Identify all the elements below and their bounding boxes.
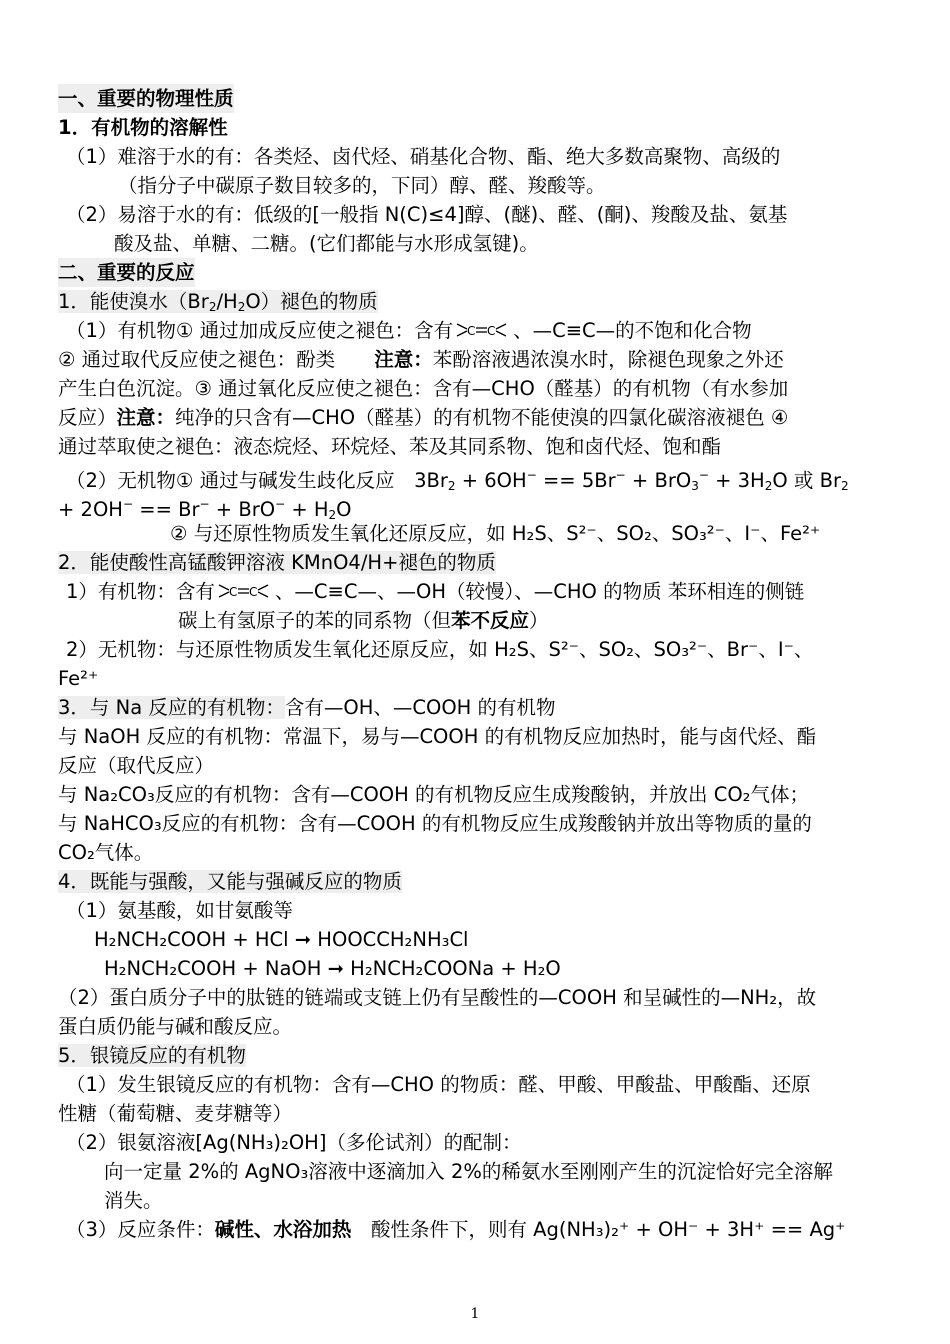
item5-line5: 消失。 [104,1189,163,1212]
item1-line2: ② 通过取代反应使之褪色：酚类 注意：苯酚溶液遇浓溴水时，除褪色现象之外还 [58,348,784,371]
sub1-heading: 1．有机物的溶解性 [58,116,228,139]
solubility-p1-line2: （指分子中碳原子数目较多的，下同）醇、醛、羧酸等。 [118,174,606,197]
document-page [58,84,898,1244]
item2-line4: Fe²⁺ [58,667,99,690]
solubility-p2-line2: 酸及盐、单糖、二糖。(它们都能与水形成氢键)。 [114,232,539,255]
page-number: 1 [470,1306,480,1322]
double-bond-icon [453,320,513,340]
item3-line2: 反应（取代反应） [58,754,215,777]
item4-line2: （2）蛋白质分子中的肽链的链端或支链上仍有呈酸性的—COOH 和呈碱性的—NH₂，故 [58,986,817,1009]
item3-heading: 3．与 Na 反应的有机物：含有—OH、—COOH 的有机物 [58,696,556,719]
item3-line4: 与 NaHCO₃反应的有机物：含有—COOH 的有机物反应生成羧酸钠并放出等物质的量的 [58,812,812,835]
solubility-p1-line1: （1）难溶于水的有：各类烃、卤代烃、硝基化合物、酯、绝大多数高聚物、高级的 [66,145,781,168]
svg-text:C: C [248,585,258,599]
item1-line5: 通过萃取使之褪色：液态烷烃、环烷烃、苯及其同系物、饱和卤代烃、饱和酯 [58,435,722,458]
item5-line6: （3）反应条件：碱性、水浴加热 酸性条件下，则有 Ag(NH₃)₂⁺ + OH⁻ + 3H⁺ == Ag⁺ [66,1218,846,1241]
item4-line1: （1）氨基酸，如甘氨酸等 [66,899,293,922]
item1-line6: （2）无机物① 通过与碱发生歧化反应 $3Br_2 + 6OH^- == 5Br^- + BrO_3^- + 3H_2O$ 或 $Br_2$ [66,468,849,493]
item2-line3: 2）无机物：与还原性物质发生氧化还原反应，如 H₂S、S²⁻、SO₂、SO₃²⁻、Br⁻、I⁻、 [66,638,814,661]
item1-line7: + $2OH^- == Br^- + BrO^- + H_2O$ [58,497,352,522]
item1-line3: 产生白色沉淀。③ 通过氧化反应使之褪色：含有—CHO（醛基）的有机物（有水参加 [58,377,789,400]
svg-text:C: C [467,324,476,338]
item1-line8: ② 与还原性物质发生氧化还原反应，如 H₂S、S²⁻、SO₂、SO₃²⁻、I⁻、Fe²⁺ [170,522,821,545]
item4-line3: 蛋白质仍能与碱和酸反应。 [58,1015,293,1038]
item1-line1: （1）有机物① 通过加成反应使之褪色：含有 C C 、—C≡C—的不饱和化合物 [66,319,752,342]
item2-line2: 碳上有氢原子的苯的同系物（但苯不反应） [178,609,549,632]
item3-line5: CO₂气体。 [58,841,154,864]
item5-heading: 5．银镜反应的有机物 [58,1044,246,1067]
item4-equation1: H₂NCH₂COOH + HCl ➞ HOOCCH₂NH₃Cl [94,928,469,951]
item4-heading: 4．既能与强酸，又能与强碱反应的物质 [58,870,402,893]
double-bond-icon [215,581,275,601]
item5-line1: （1）发生银镜反应的有机物：含有—CHO 的物质：醛、甲酸、甲酸盐、甲酸酯、还原 [66,1073,811,1096]
item3-line3: 与 Na₂CO₃反应的有机物：含有—COOH 的有机物反应生成羧酸钠，并放出 CO₂气体； [58,783,809,806]
item5-line3: （2）银氨溶液[Ag(NH₃)₂OH]（多伦试剂）的配制： [66,1131,522,1154]
section1-heading: 一、重要的物理性质 [58,84,234,113]
svg-text:C: C [228,585,238,599]
item5-line2: 性糖（葡萄糖、麦芽糖等） [58,1102,293,1125]
item1-heading: 1．能使溴水$(Br_2/H_2O)$褪色的物质 [58,290,378,314]
section2-heading: 二、重要的反应 [58,258,195,287]
solubility-p2-line1: （2）易溶于水的有：低级的[一般指 N(C)≤4]醇、(醚)、醛、(酮)、羧酸及盐、氨基 [66,203,788,226]
item3-line1: 与 NaOH 反应的有机物：常温下，易与—COOH 的有机物反应加热时，能与卤代烃、酯 [58,725,817,748]
item2-line1: 1）有机物：含有 C C 、—C≡C—、—OH（较慢）、—CHO 的物质 苯环相连的侧链 [66,580,805,603]
item2-heading: 2．能使酸性高锰酸钾溶液 KMnO4/H+褪色的物质 [58,551,496,574]
item4-equation2: H₂NCH₂COOH + NaOH ➞ H₂NCH₂COONa + H₂O [104,957,561,980]
item5-line4: 向一定量 2%的 AgNO₃溶液中逐滴加入 2%的稀氨水至刚刚产生的沉淀恰好完全溶解 [104,1160,833,1183]
svg-text:C: C [487,324,496,338]
item1-line4: 反应）注意：纯净的只含有—CHO（醛基）的有机物不能使溴的四氯化碳溶液褪色 ④ [58,406,789,429]
